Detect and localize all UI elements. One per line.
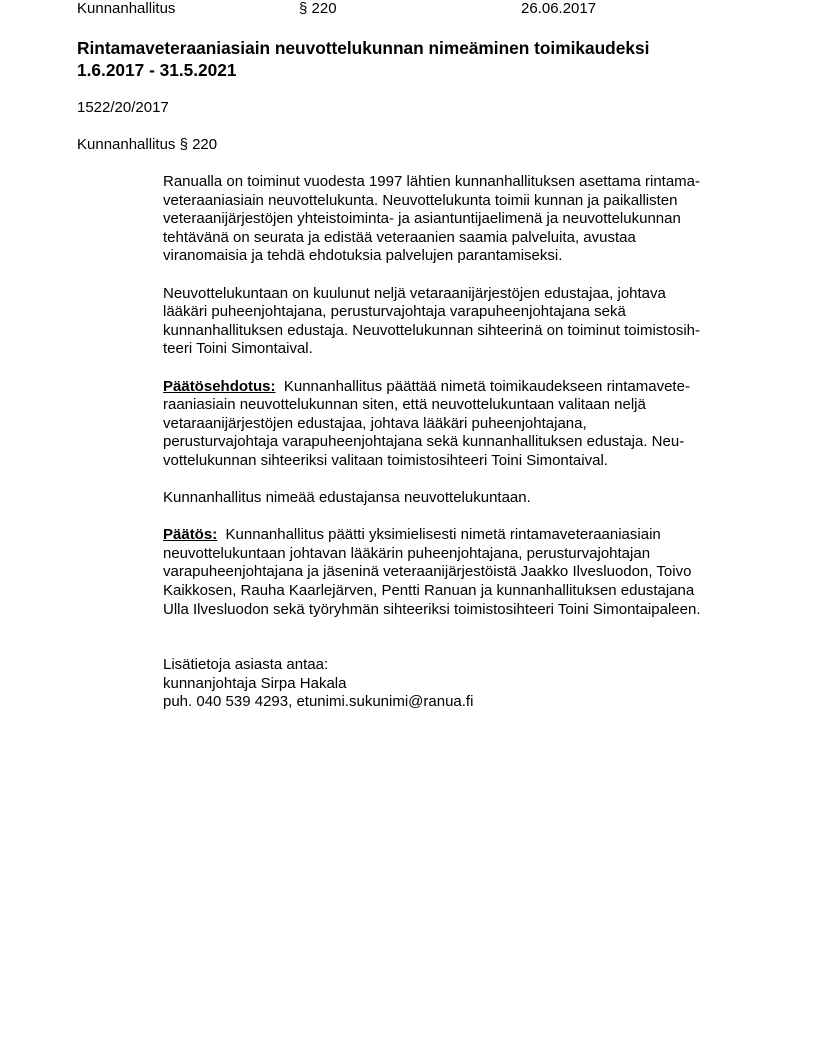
text-line: kunnanhallituksen edustaja. Neuvottelukunnan sihteerinä on toiminut toimistosih- [163, 321, 700, 339]
section-reference: Kunnanhallitus § 220 [77, 136, 218, 153]
text-line: Kunnanhallitus päätti yksimielisesti nimetä rintamaveteraaniasiain [225, 526, 661, 544]
contact-person: kunnanjohtaja Sirpa Hakala [163, 674, 347, 692]
text-line: Ranualla on toiminut vuodesta 1997 lähtien kunnanhallituksen asettama rintama- [163, 173, 701, 190]
text-line: Neuvottelukuntaan on kuulunut neljä vetaraanijärjestöjen edustajaa, johtava [163, 284, 666, 302]
title-line: 1.6.2017 - 31.5.2021 [77, 60, 237, 80]
text-line: Ulla Ilvesluodon sekä työryhmän sihteeriksi toimistosihteeri Toini Simontaipaleen. [163, 600, 701, 618]
case-number: 1522/20/2017 [77, 99, 169, 116]
header-date: 26.06.2017 [521, 0, 597, 17]
text-line: vottelukunnan sihteeriksi valitaan toimistosihteeri Toini Simontaival. [163, 451, 608, 469]
document-body [163, 173, 743, 712]
contact-block [163, 656, 743, 712]
proposal-paragraph [163, 378, 743, 471]
text-line: tehtävänä on seurata ja edistää veteraanien saamia palveluita, avustaa [163, 228, 636, 246]
text-line: viranomaisia ja tehdä ehdotuksia palvelujen parantamiseksi. [163, 247, 563, 265]
text-line: Kunnanhallitus päättää nimetä toimikaudekseen rintamavete- [283, 377, 690, 395]
decision-label: Päätös: [163, 526, 218, 544]
page-title [77, 37, 767, 81]
header-organ: Kunnanhallitus [77, 0, 176, 17]
text-line: vetaraanijärjestöjen edustajaa, johtava lääkäri puheenjohtajana, [163, 414, 587, 432]
title-line: Rintamaveteraaniasiain neuvottelukunnan nimeäminen toimikaudeksi [77, 38, 650, 58]
proposal-label: Päätösehdotus: [163, 377, 276, 395]
composition-paragraph [163, 285, 743, 359]
text-line: veteraanijärjestöjen yhteistoiminta- ja asiantuntijaelimenä ja neuvottelukunnan [163, 210, 681, 228]
text-line: varapuheenjohtajana ja jäseninä veteraanijärjestöistä Jaakko Ilvesluodon, Toivo [163, 563, 692, 581]
text-line: neuvottelukuntaan johtavan lääkärin puheenjohtajana, perusturvajohtajan [163, 544, 651, 562]
document-header [77, 0, 777, 20]
decision-paragraph [163, 526, 743, 619]
text-line: Kaikkosen, Rauha Kaarlejärven, Pentti Ranuan ja kunnanhallituksen edustajana [163, 582, 695, 600]
text-line: raaniasiain neuvottelukunnan siten, että neuvottelukuntaan valitaan neljä [163, 396, 646, 414]
text-line: veteraaniasiain neuvottelukunta. Neuvottelukunta toimii kunnan ja paikallisten [163, 191, 678, 209]
text-line: lääkäri puheenjohtajana, perusturvajohtaja varapuheenjohtajana sekä [163, 303, 626, 321]
contact-heading: Lisätietoja asiasta antaa: [163, 656, 329, 674]
nominate-paragraph: Kunnanhallitus nimeää edustajansa neuvottelukuntaan. [163, 489, 531, 507]
contact-details: puh. 040 539 4293, etunimi.sukunimi@ranua.fi [163, 693, 474, 711]
text-line: teeri Toini Simontaival. [163, 340, 313, 358]
text-line: perusturvajohtaja varapuheenjohtajana sekä kunnanhallituksen edustaja. Neu- [163, 433, 685, 451]
intro-paragraph [163, 173, 743, 266]
header-section: § 220 [299, 0, 337, 17]
